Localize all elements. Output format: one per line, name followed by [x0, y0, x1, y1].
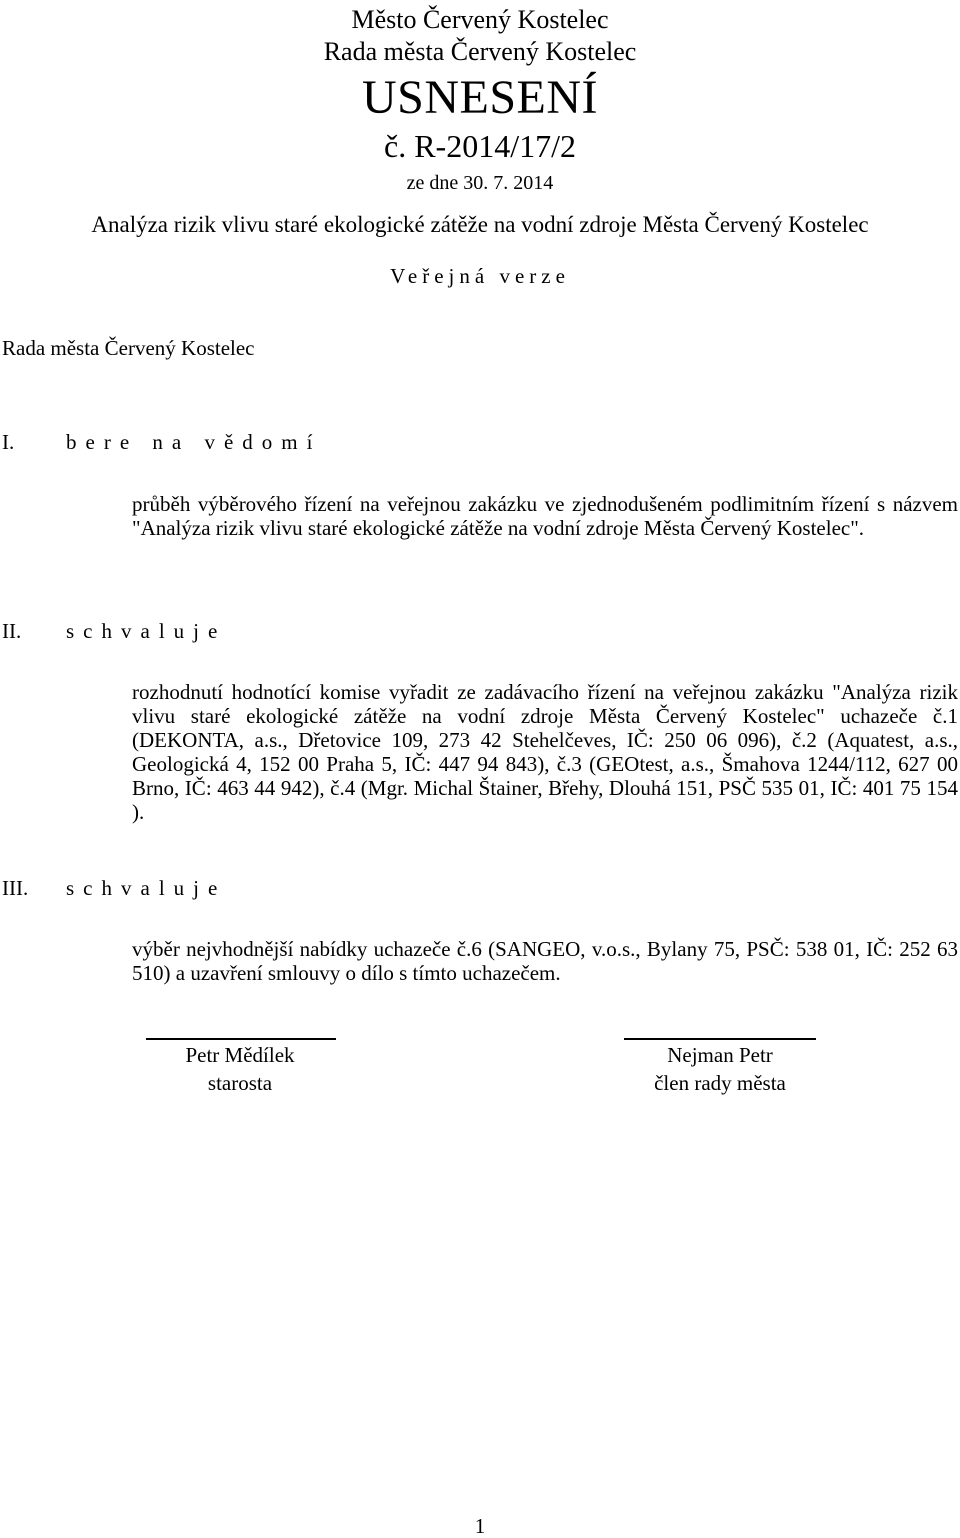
section-text: průběh výběrového řízení na veřejnou zakázku ve zjednodušeném podlimitním řízení s názvem "Analýza rizik vlivu staré ekologické zátěže na vodní zdroje Města Červený Kostelec".	[132, 492, 958, 540]
section-text: rozhodnutí hodnotící komise vyřadit ze zadávacího řízení na veřejnou zakázku "Analýza rizik vlivu staré ekologické zátěže na vodní zdroje Města Červený Kostelec" uchazeče č.1 (DEKONTA, a.s., Dřetovice 109, 273 42 Stehelčeves, IČ: 250 06 096), č.2 (Aquatest, a.s., Geologická 4, 152 00 Praha 5, IČ: 447 94 843), č.3 (GEOtest, a.s., Šmahova 1244/112, 627 00 Brno, IČ: 463 44 942), č.4 (Mgr. Michal Štainer, Břehy, Dlouhá 151, PSČ 535 01, IČ: 401 75 154 ).	[132, 680, 958, 824]
city-name: Město Červený Kostelec	[351, 5, 609, 34]
signatory-role: starosta	[207, 1071, 273, 1095]
version-label: Veřejná verze	[390, 264, 570, 288]
section-number: I.	[2, 430, 15, 454]
section-number: III.	[2, 876, 29, 900]
issuer: Rada města Červený Kostelec	[2, 336, 255, 360]
council-name: Rada města Červený Kostelec	[323, 37, 637, 66]
section-verb: schvaluje	[66, 619, 227, 643]
section-text: výběr nejvhodnější nabídky uchazeče č.6 (SANGEO, v.o.s., Bylany 75, PSČ: 538 01, IČ: 252 63 510) a uzavření smlouvy o dílo s tímto uchazečem.	[132, 937, 958, 985]
resolution-date: ze dne 30. 7. 2014	[406, 172, 554, 194]
signature-line	[146, 1038, 336, 1040]
page-number: 1	[474, 1514, 486, 1538]
section-number: II.	[2, 619, 22, 643]
signatory-name: Nejman Petr	[667, 1043, 773, 1067]
section-verb: schvaluje	[66, 876, 227, 900]
resolution-number: č. R-2014/17/2	[384, 128, 576, 164]
signatory-name: Petr Mědílek	[185, 1043, 295, 1067]
signatory-role: člen rady města	[654, 1071, 786, 1095]
section-verb: bere na vědomí	[66, 430, 322, 454]
signature-line	[624, 1038, 816, 1040]
document-title: USNESENÍ	[361, 71, 598, 124]
resolution-subject: Analýza rizik vlivu staré ekologické zátěže na vodní zdroje Města Červený Kostelec	[91, 212, 869, 237]
